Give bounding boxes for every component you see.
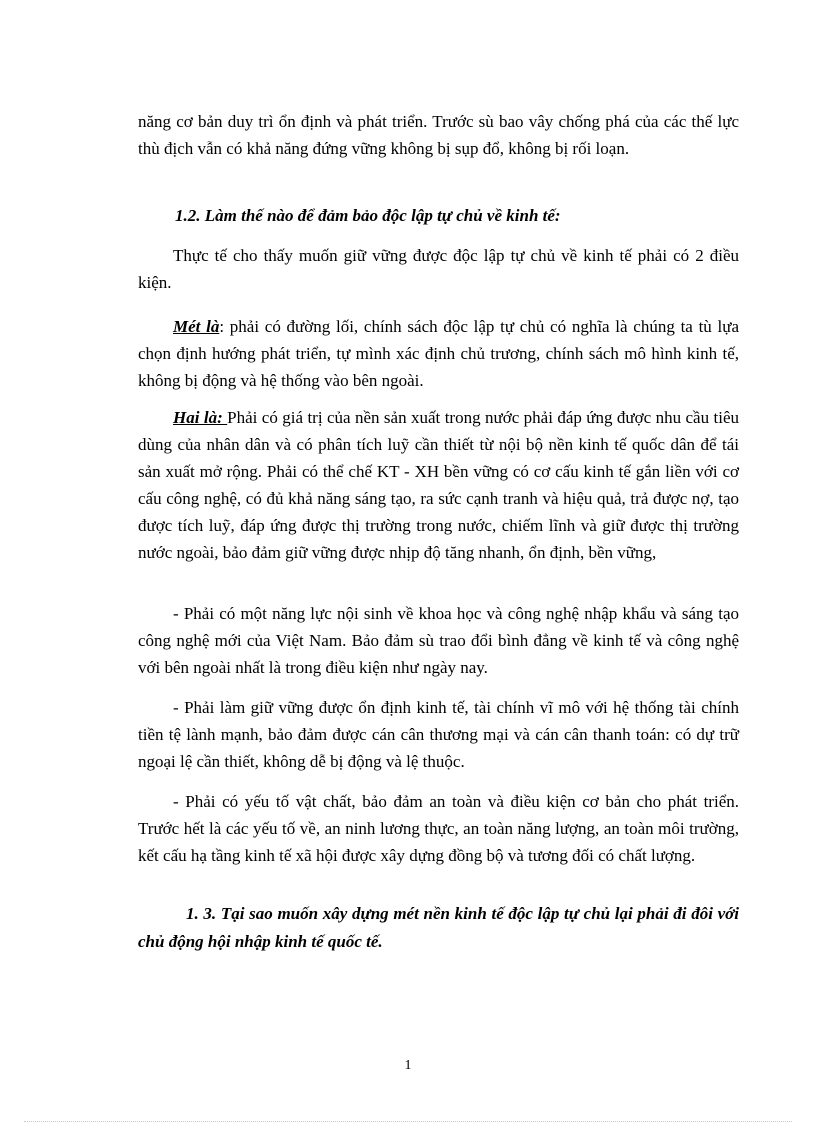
condition-one-text: : phải có đường lối, chính sách độc lập tự chủ có nghĩa là chúng ta tù lựa chọn định hướng phát triển, tự mình xác định chủ trương, chính sách mô hình kinh tế, không bị động và hệ thống vào bên ngoài. (138, 317, 740, 390)
condition-one-lead: Mét là (173, 317, 220, 336)
bullet-paragraph-science-technology: - Phải có một năng lực nội sinh về khoa học và công nghệ nhập khẩu và sáng tạo công nghệ mới của Việt Nam. Bảo đảm sù trao đổi bình đẳng về kinh tế và công nghệ với bên ngoài nhất là trong điều kiện như ngày nay. (138, 604, 739, 677)
conditions-intro-paragraph: Thực tế cho thấy muốn giữ vững được độc lập tự chủ về kinh tế phải có 2 điều kiện. (138, 246, 739, 292)
intro-continuation-paragraph: năng cơ bản duy trì ổn định và phát triển. Trước sù bao vây chống phá của các thế lực thù địch vẫn có khả năng đứng vững không bị sụp đổ, không bị rối loạn. (138, 112, 739, 158)
bullet-paragraph-macro-stability: - Phải làm giữ vững được ổn định kinh tế, tài chính vĩ mô với hệ thống tài chính tiền tệ lành mạnh, bảo đảm được cán cân thương mại và cán cân thanh toán: có dự trữ ngoại lệ cần thiết, không dễ bị động và lệ thuộc. (138, 698, 739, 771)
page-number: 1 (404, 1058, 412, 1073)
condition-two-text: Phải có giá trị của nền sản xuất trong nước phải đáp ứng được nhu cầu tiêu dùng của nhân dân và có phân tích luỹ cần thiết từ nội bộ nền kinh tế quốc dân để tái sản xuất mở rộng. Phải có thể chế KT - XH bền vững có cơ cấu kinh tế gắn liền với cơ cấu công nghệ, có đủ khả năng sáng tạo, ra sức cạnh tranh và hiệu quả, trả được nợ, tạo được tích luỹ, đáp ứng được thị trường trong nước, chiếm lĩnh và giữ được thị trường nước ngoài, bảo đảm giữ vững được nhịp độ tăng nhanh, ổn định, bền vững, (138, 408, 739, 562)
section-1-3-heading: 1. 3. Tại sao muốn xây dựng mét nền kinh tế độc lập tự chủ lại phải đi đôi với chủ động hội nhập kinh tế quốc tế. (138, 904, 739, 951)
condition-two-lead: Hai là: (173, 408, 228, 427)
section-1-2-heading: 1.2. Làm thế nào để đảm bảo độc lập tự chủ về kinh tế: (175, 206, 561, 225)
page-bottom-rule (24, 1121, 792, 1122)
condition-one-paragraph (138, 313, 739, 394)
condition-two-paragraph (138, 404, 739, 566)
bullet-paragraph-material-factors: - Phải có yếu tố vật chất, bảo đảm an toàn và điều kiện cơ bản cho phát triển. Trước hết là các yếu tố về, an ninh lương thực, an toàn năng lượng, an toàn môi trường, kết cấu hạ tầng kinh tế xã hội được xây dựng đồng bộ và tương đối có chất lượng. (138, 792, 739, 865)
